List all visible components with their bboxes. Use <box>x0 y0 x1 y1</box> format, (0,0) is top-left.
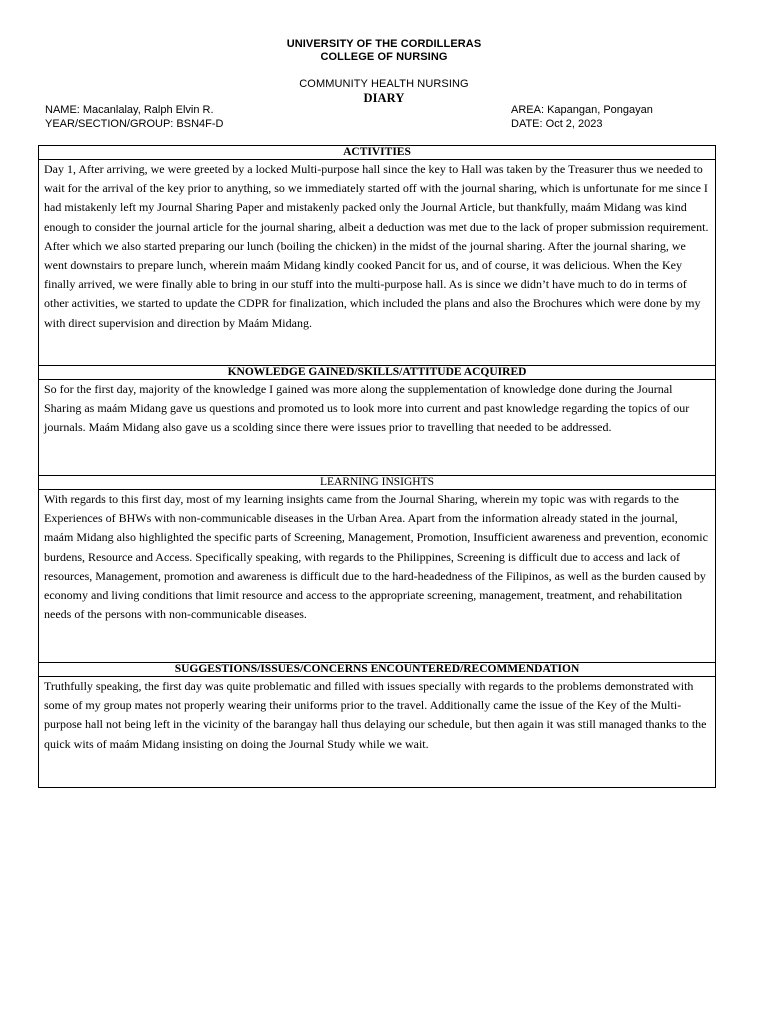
suggestions-text: Truthfully speaking, the first day was quite problematic and filled with issues specially with regards to the problems demonstrated with some of my group mates not properly wearing their uniforms prior to the travel. Additionally came the issue of the Key of the Multi-purpose hall not being left in the vicinity of the barangay hall thus delaying our schedule, but then again it was still managed thanks to the quick wits of maám Midang insisting on doing the Journal Study while we wait. <box>44 679 707 751</box>
suggestions-heading: SUGGESTIONS/ISSUES/CONCERNS ENCOUNTERED/RECOMMENDATION <box>39 663 715 677</box>
college-name: COLLEGE OF NURSING <box>320 51 448 63</box>
year-section-group: YEAR/SECTION/GROUP: BSN4F-D <box>45 118 224 130</box>
diary-table <box>38 145 716 788</box>
course-name: COMMUNITY HEALTH NURSING <box>299 78 469 90</box>
university-name: UNIVERSITY OF THE CORDILLERAS <box>286 38 482 50</box>
area-field: AREA: Kapangan, Pongayan <box>511 104 653 116</box>
activities-text: Day 1, After arriving, we were greeted by a locked Multi-purpose hall since the key to Hall was taken by the Treasurer thus we needed to wait for the arrival of the key prior to anything, so we immediately started off with the journal sharing, which is unfortunate for me since I had mistakenly left my Journal Sharing Paper and mistakenly packed only the Journal Article, but thankfully, maám Midang was kind enough to consider the journal article for the journal sharing, albeit a deduction was met due to the lack of proper submission requirement. After which we also started preparing our lunch (boiling the chicken) in the midst of the journal sharing. After the journal sharing, we went downstairs to prepare lunch, wherein maám Midang kindly cooked Pancit for us, and of course, it was delicious. When the Key finally arrived, we were finally able to bring in our stuff into the multi-purpose hall. As is since we didn’t have much to do in terms of other activities, we started to update the CDPR for finalization, which included the plans and also the Brochures which were done by my with direct supervision and direction by Maám Midang. <box>39 160 715 366</box>
knowledge-heading: KNOWLEDGE GAINED/SKILLS/ATTITUDE ACQUIRED <box>39 366 715 380</box>
activities-heading: ACTIVITIES <box>39 146 715 160</box>
document-title: DIARY <box>363 91 405 105</box>
date-field: DATE: Oct 2, 2023 <box>511 118 603 130</box>
student-name: NAME: Macanlalay, Ralph Elvin R. <box>45 104 214 116</box>
insights-heading: LEARNING INSIGHTS <box>39 476 715 490</box>
knowledge-text: So for the first day, majority of the knowledge I gained was more along the supplementation of knowledge done during the Journal Sharing as maám Midang gave us questions and promoted us to look more into current and past knowledge regarding the topics of our journals. Maám Midang also gave us a scolding since there were issues prior to travelling that needed to be addressed. <box>39 380 715 476</box>
insights-text: With regards to this first day, most of my learning insights came from the Journal Sharing, wherein my topic was with regards to the Experiences of BHWs with non-communicable diseases in the Urban Area. Apart from the information already stated in the journal, maám Midang also highlighted the specific parts of Screening, Management, Promotion, Insufficient awareness and prevention, economic burdens, Resource and Access. Specifically speaking, with regards to the Philippines, Screening is difficult due to access and lack of resources, Management, promotion and awareness is difficult due to the hard-headedness of the Filipinos, as well as the burden caused by economy and living conditions that limit resource and access to the appropriate screening, management, treatment, and rehabilitation needs of the persons with non-communicable diseases. <box>39 490 715 663</box>
